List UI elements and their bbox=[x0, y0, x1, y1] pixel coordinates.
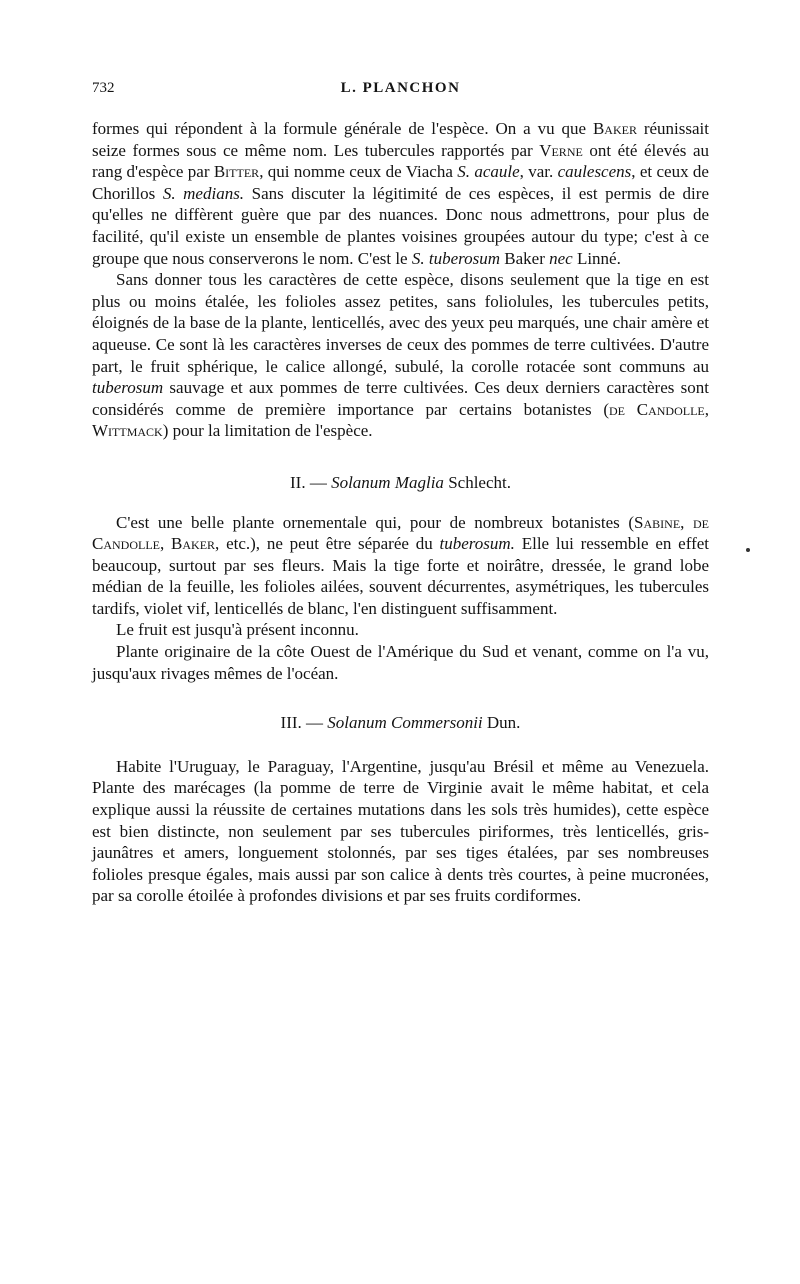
text: , et ceux de Chorillos bbox=[92, 162, 709, 203]
author-name: Verne bbox=[539, 140, 583, 160]
section-heading-3 bbox=[92, 712, 709, 734]
page bbox=[92, 80, 709, 907]
paragraph-1 bbox=[92, 118, 709, 269]
text: Sans discuter la légitimité de ces espèces, il est permis de dire qu'elles ne diffèrent guère que par des nuances. Donc nous admettrons, pour plus de facilité, qu'il existe un ensemble de plantes voisines groupées autour du type; c'est à ce groupe que nous conserverons le nom. C'est le bbox=[92, 183, 709, 268]
text: réunissait seize formes sous ce même nom. Les tubercules rapportés par bbox=[92, 119, 709, 160]
author-names: Sabine, de Candolle, Baker, bbox=[92, 512, 709, 554]
text: sauvage et aux pommes de terre cultivées. Ces deux derniers caractères sont considérés comme de première importance par certains botanistes ( bbox=[92, 378, 709, 419]
author-names: de Candolle, Wittmack bbox=[92, 399, 709, 441]
species-name: S. acaule bbox=[457, 162, 520, 182]
section-heading-2 bbox=[92, 472, 709, 494]
running-head: L. PLANCHON bbox=[340, 80, 461, 96]
species-name: S. tuberosum bbox=[411, 248, 501, 268]
text: ) pour la limitation de l'espèce. bbox=[162, 421, 373, 441]
species-name: Solanum Commersonii bbox=[327, 713, 483, 733]
author-name: Bitter bbox=[213, 162, 260, 182]
paragraph-6: Habite l'Uruguay, le Paraguay, l'Argentine, jusqu'au Brésil et même au Venezuela. Plante des marécages (la pomme de terre de Virginie avait le même habitat, et cela explique aussi la réussite de certaines mutations dans les sols très humides), cette espèce est bien distincte, non seulement par ses tubercules piriformes, très lenticellés, gris-jaunâtres et amers, longuement stolonnés, par ses tiges étalées, par ses nombreuses folioles presque égales, mais aussi par son calice à dents très courtes, à peine mucronées, par sa corolle étoilée à profondes divisions et par ses fruits cordiformes. bbox=[92, 756, 709, 906]
species-name: tuberosum bbox=[92, 378, 164, 398]
page-number: 732 bbox=[92, 80, 115, 96]
text: , var. bbox=[519, 162, 558, 182]
author-abbrev: Dun. bbox=[482, 713, 521, 733]
paragraph-3 bbox=[92, 512, 709, 620]
author-name: Baker bbox=[592, 119, 637, 138]
text: Baker bbox=[500, 248, 550, 268]
species-name: Solanum Maglia bbox=[331, 472, 444, 492]
print-speck bbox=[746, 548, 750, 552]
paragraph-5: Plante originaire de la côte Ouest de l'Amérique du Sud et venant, comme on l'a vu, jusqu'aux rivages mêmes de l'océan. bbox=[92, 642, 709, 683]
text: formes qui répondent à la formule générale de l'espèce. On a vu que bbox=[92, 119, 593, 138]
text: Linné. bbox=[572, 248, 621, 268]
section-number: III. — bbox=[280, 713, 328, 733]
paragraph-4: Le fruit est jusqu'à présent inconnu. bbox=[116, 620, 359, 640]
text: Elle lui ressemble en effet beaucoup, surtout par ses fleurs. Mais la tige forte et noirâtre, dressée, le grand lobe médian de la feuille, les folioles ailées, souvent décurrentes, asymétriques, les tubercules tardifs, violet vif, lenticellés de blanc, l'en distinguent suffisamment. bbox=[92, 534, 710, 618]
species-name: S. medians. bbox=[162, 183, 245, 203]
species-name: caulescens bbox=[557, 162, 632, 182]
species-name: tuberosum. bbox=[439, 534, 515, 554]
text: ont été élevés au rang d'espèce par bbox=[92, 140, 709, 182]
latin-word: nec bbox=[549, 248, 573, 268]
text: etc.), ne peut être séparée du bbox=[219, 534, 440, 554]
paragraph-2 bbox=[92, 269, 709, 442]
text: , qui nomme ceux de Viacha bbox=[259, 162, 458, 182]
text: Sans donner tous les caractères de cette espèce, disons seulement que la tige en est plus ou moins étalée, les folioles assez petites, sans foliolules, les tubercules petits, éloignés de la base de la plante, lenticellés, avec des yeux peu marqués, une chair amère et aqueuse. Ce sont là les caractères inverses de ceux des pommes de terre cultivées. D'autre part, le fruit sphérique, le calice allongé, subulé, la corolle rotacée sont communs au bbox=[92, 270, 709, 376]
author-abbrev: Schlecht. bbox=[443, 472, 511, 492]
section-number: II. — bbox=[290, 472, 332, 492]
page-header bbox=[92, 80, 709, 104]
text: C'est une belle plante ornementale qui, pour de nombreux botanistes ( bbox=[116, 512, 635, 532]
